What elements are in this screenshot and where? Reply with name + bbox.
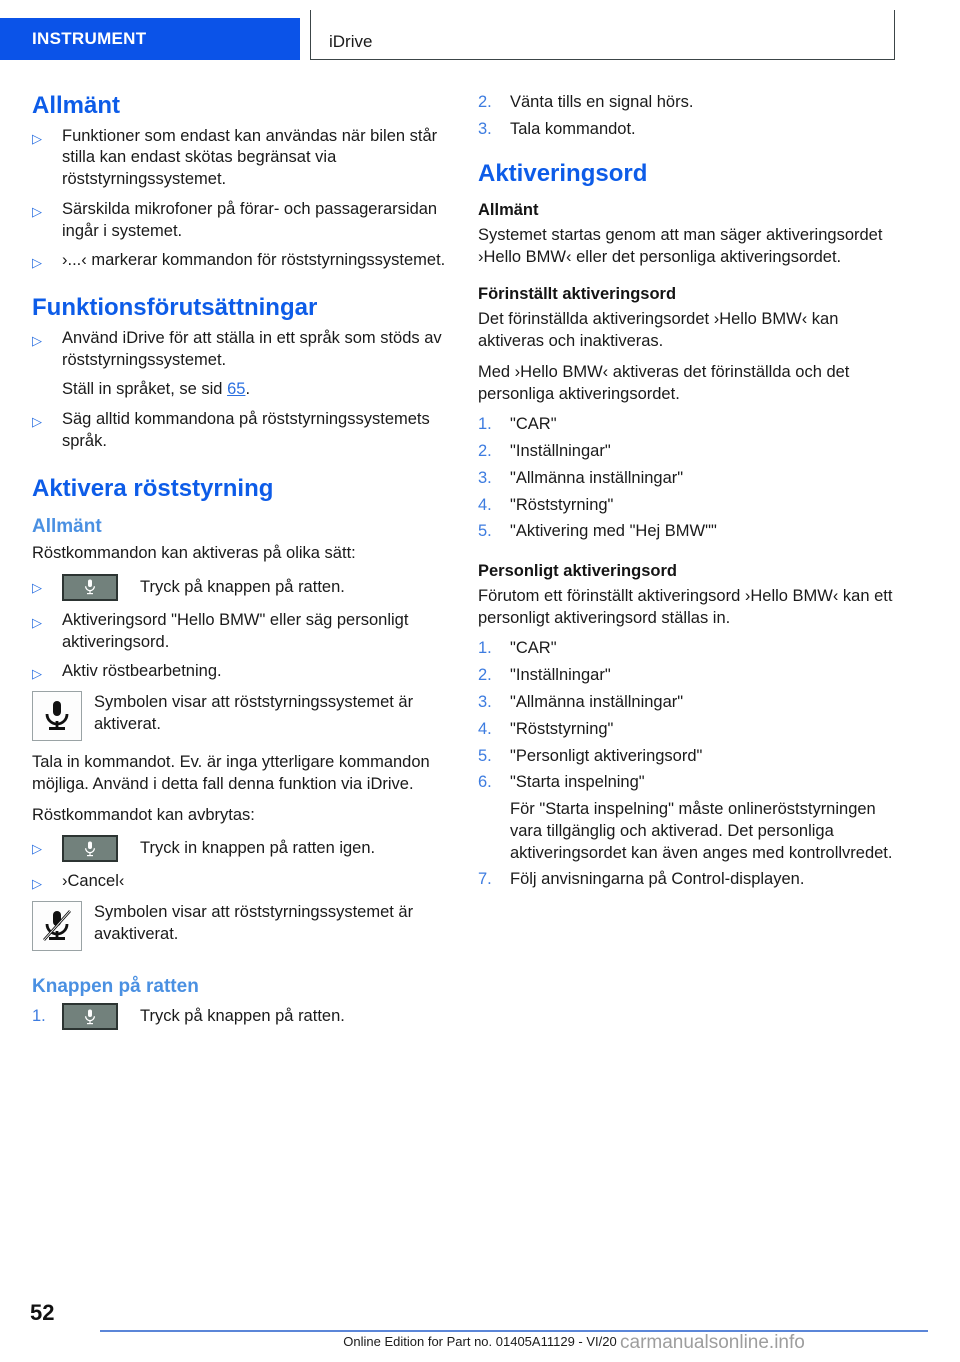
bullet-item [32, 199, 456, 243]
paragraph-personligt: Förutom ett förinställt aktiveringsord ›Hello BMW‹ kan ett personligt aktiveringsord ställas in. [478, 586, 893, 627]
paragraph-avbryt: Röstkommandot kan avbrytas: [32, 805, 255, 824]
step-text: "Allmänna inställningar" [510, 468, 684, 487]
bullet-label: Tryck in knappen på ratten igen. [140, 839, 376, 858]
bullet-text: Använd iDrive för att ställa in ett språk som stöds av röststyrningssystemet. [62, 328, 442, 369]
microphone-icon [83, 840, 97, 858]
tab-instrument-label: INSTRUMENT [32, 29, 147, 48]
steering-wheel-mic-key[interactable] [62, 835, 118, 862]
triangle-bullet-icon: ▷ [32, 614, 42, 630]
numbered-item [478, 772, 902, 794]
bullet-item [32, 871, 456, 893]
paragraph-tala-kommandot: Tala in kommandot. Ev. är inga ytterligare kommandon möjliga. Använd i detta fall denna funktion via iDrive. [32, 753, 430, 793]
numbered-item [478, 638, 902, 660]
paragraph-rostkommandon: Röstkommandon kan aktiveras på olika sätt: [32, 544, 356, 563]
numbered-item [478, 719, 902, 741]
step-number: 7. [478, 870, 492, 889]
triangle-bullet-icon: ▷ [32, 203, 42, 219]
step-text: "Inställningar" [510, 442, 611, 461]
watermark: carmanualsonline.info [620, 1332, 805, 1353]
numbered-item [478, 468, 902, 490]
tab-instrument[interactable] [0, 18, 300, 60]
heading-allmant-2: Allmänt [32, 516, 102, 538]
triangle-bullet-icon: ▷ [32, 255, 42, 271]
numbered-item [478, 441, 902, 463]
spacer [478, 277, 902, 285]
step-number: 4. [478, 495, 492, 514]
symbol-description: Symbolen visar att röststyrningssystemet är avaktiverat. [94, 903, 414, 943]
step-number: 1. [478, 639, 492, 658]
numbered-item [478, 692, 902, 714]
triangle-bullet-icon: ▷ [32, 666, 42, 682]
heading-funktionsforutsattningar: Funktionsförutsättningar [32, 294, 318, 322]
bullet-text: Särskilda mikrofoner på förar- och passagerarsidan ingår i systemet. [62, 199, 438, 240]
spacer [478, 548, 902, 562]
microphone-muted-icon [42, 909, 72, 943]
bullet-text: ›...‹ markerar kommandon för röststyrningssystemet. [62, 251, 446, 270]
triangle-bullet-icon: ▷ [32, 876, 42, 892]
heading-aktiveringsord: Aktiveringsord [478, 159, 648, 187]
left-column [32, 92, 456, 1039]
step-number: 3. [478, 468, 492, 487]
step-subnote: För "Starta inspelning" måste onlineröststyrningen vara tillgänglig och aktiverad. Det personliga aktiveringsordet kan även anges med kontrollvredet. [510, 800, 893, 862]
bullet-text: Aktiv röstbearbetning. [62, 662, 222, 681]
heading-allmant-right: Allmänt [478, 201, 539, 220]
bullet-item-key [32, 835, 456, 862]
step-text: "Aktivering med "Hej BMW"" [510, 522, 717, 541]
bullet-item [32, 610, 456, 654]
step-text: "Röststyrning" [510, 495, 614, 514]
microphone-icon [83, 1008, 97, 1026]
triangle-bullet-icon: ▷ [32, 414, 42, 430]
microphone-icon [83, 578, 97, 596]
page-reference-link[interactable]: 65 [227, 380, 246, 399]
bullet-item [32, 409, 456, 453]
spacer [478, 146, 902, 160]
triangle-bullet-icon: ▷ [32, 841, 42, 857]
subnote-prefix: Ställ in språket, se sid [62, 380, 228, 399]
heading-aktivera-roststyrning: Aktivera röststyrning [32, 474, 274, 502]
spacer [32, 962, 456, 976]
numbered-item [478, 414, 902, 436]
step-number: 1. [32, 1006, 46, 1025]
heading-allmant: Allmänt [32, 92, 121, 119]
page-number: 52 [30, 1300, 55, 1325]
bullet-text-cancel: ›Cancel‹ [62, 872, 125, 891]
step-label: Tryck på knappen på ratten. [140, 1006, 345, 1025]
heading-personligt-aktiveringsord: Personligt aktiveringsord [478, 562, 677, 581]
numbered-item [478, 665, 902, 687]
bullet-item-key [32, 574, 456, 601]
paragraph-systemet-startas: Systemet startas genom att man säger aktiveringsordet ›Hello BMW‹ eller det personliga aktiveringsordet. [478, 225, 883, 266]
step-text: Följ anvisningarna på Control-displayen. [510, 870, 805, 889]
symbol-box [32, 901, 82, 951]
subnote-suffix: . [245, 380, 251, 399]
step-text-with-key [62, 1003, 456, 1030]
numbered-item [478, 746, 902, 768]
step-number: 2. [478, 93, 492, 111]
triangle-bullet-icon: ▷ [32, 579, 42, 595]
page-header [0, 18, 960, 60]
bullet-item [32, 126, 456, 191]
numbered-item [478, 521, 902, 543]
steering-wheel-mic-key[interactable] [62, 574, 118, 601]
step-text: "Starta inspelning" [510, 773, 645, 792]
tab-idrive-label: iDrive [329, 32, 373, 51]
bullet-text-with-key [62, 574, 456, 601]
step-number: 6. [478, 773, 492, 792]
step-text: Vänta tills en signal hörs. [510, 93, 694, 111]
triangle-bullet-icon: ▷ [32, 130, 42, 146]
step-number: 2. [478, 442, 492, 461]
spacer [32, 461, 456, 475]
step-number: 1. [478, 415, 492, 434]
spacer [478, 193, 902, 201]
edition-text: Online Edition for Part no. 01405A11129 - VI/20 [343, 1334, 617, 1349]
heading-forinstallt-aktiveringsord: Förinställt aktiveringsord [478, 285, 677, 304]
symbol-box [32, 691, 82, 741]
bullet-subnote [62, 379, 456, 401]
bullet-item [32, 328, 456, 372]
steering-wheel-mic-key[interactable] [62, 1003, 118, 1030]
step-number: 5. [478, 522, 492, 541]
right-column [478, 92, 902, 896]
triangle-bullet-icon: ▷ [32, 332, 42, 348]
numbered-item-key [32, 1003, 456, 1030]
bullet-item [32, 250, 456, 272]
numbered-item [478, 92, 902, 114]
symbol-description: Symbolen visar att röststyrningssystemet är aktiverat. [94, 693, 414, 733]
step-number: 3. [478, 693, 492, 711]
step-number: 4. [478, 719, 492, 738]
bullet-item [32, 661, 456, 683]
step-number: 2. [478, 666, 492, 685]
step-number: 3. [478, 119, 492, 138]
step-text: "Inställningar" [510, 666, 611, 685]
bullet-text-with-key [62, 835, 456, 862]
bullet-text: Funktioner som endast kan användas när bilen står stilla kan endast skötas begränsat via röststyrningssystemet. [62, 126, 438, 189]
tab-idrive[interactable] [310, 10, 895, 60]
step-number: 5. [478, 746, 492, 765]
numbered-item [478, 495, 902, 517]
bullet-text: Aktiveringsord "Hello BMW" eller säg personligt aktiveringsord. [62, 610, 409, 651]
step-text: "CAR" [510, 639, 557, 658]
spacer [32, 280, 456, 294]
bullet-text: Säg alltid kommandona på röststyrningssystemets språk. [62, 410, 430, 450]
microphone-icon [42, 699, 72, 733]
step-text: "Röststyrning" [510, 719, 614, 738]
symbol-row-inactive [32, 901, 456, 951]
bullet-label: Tryck på knappen på ratten. [140, 577, 345, 596]
spacer [32, 508, 456, 516]
step-text: Tala kommandot. [510, 119, 636, 138]
paragraph-forinstallt-2: Med ›Hello BMW‹ aktiveras det förinställda och det personliga aktiveringsordet. [478, 362, 850, 403]
step-text: "Personligt aktiveringsord" [510, 746, 703, 765]
symbol-row-active [32, 691, 456, 741]
paragraph-forinstallt-1: Det förinställda aktiveringsordet ›Hello BMW‹ kan aktiveras och inaktiveras. [478, 310, 839, 351]
step-text: "Allmänna inställningar" [510, 693, 684, 711]
numbered-item [478, 119, 902, 141]
numbered-item [478, 869, 902, 891]
step-text: "CAR" [510, 415, 557, 434]
heading-knappen-pa-ratten: Knappen på ratten [32, 976, 199, 998]
